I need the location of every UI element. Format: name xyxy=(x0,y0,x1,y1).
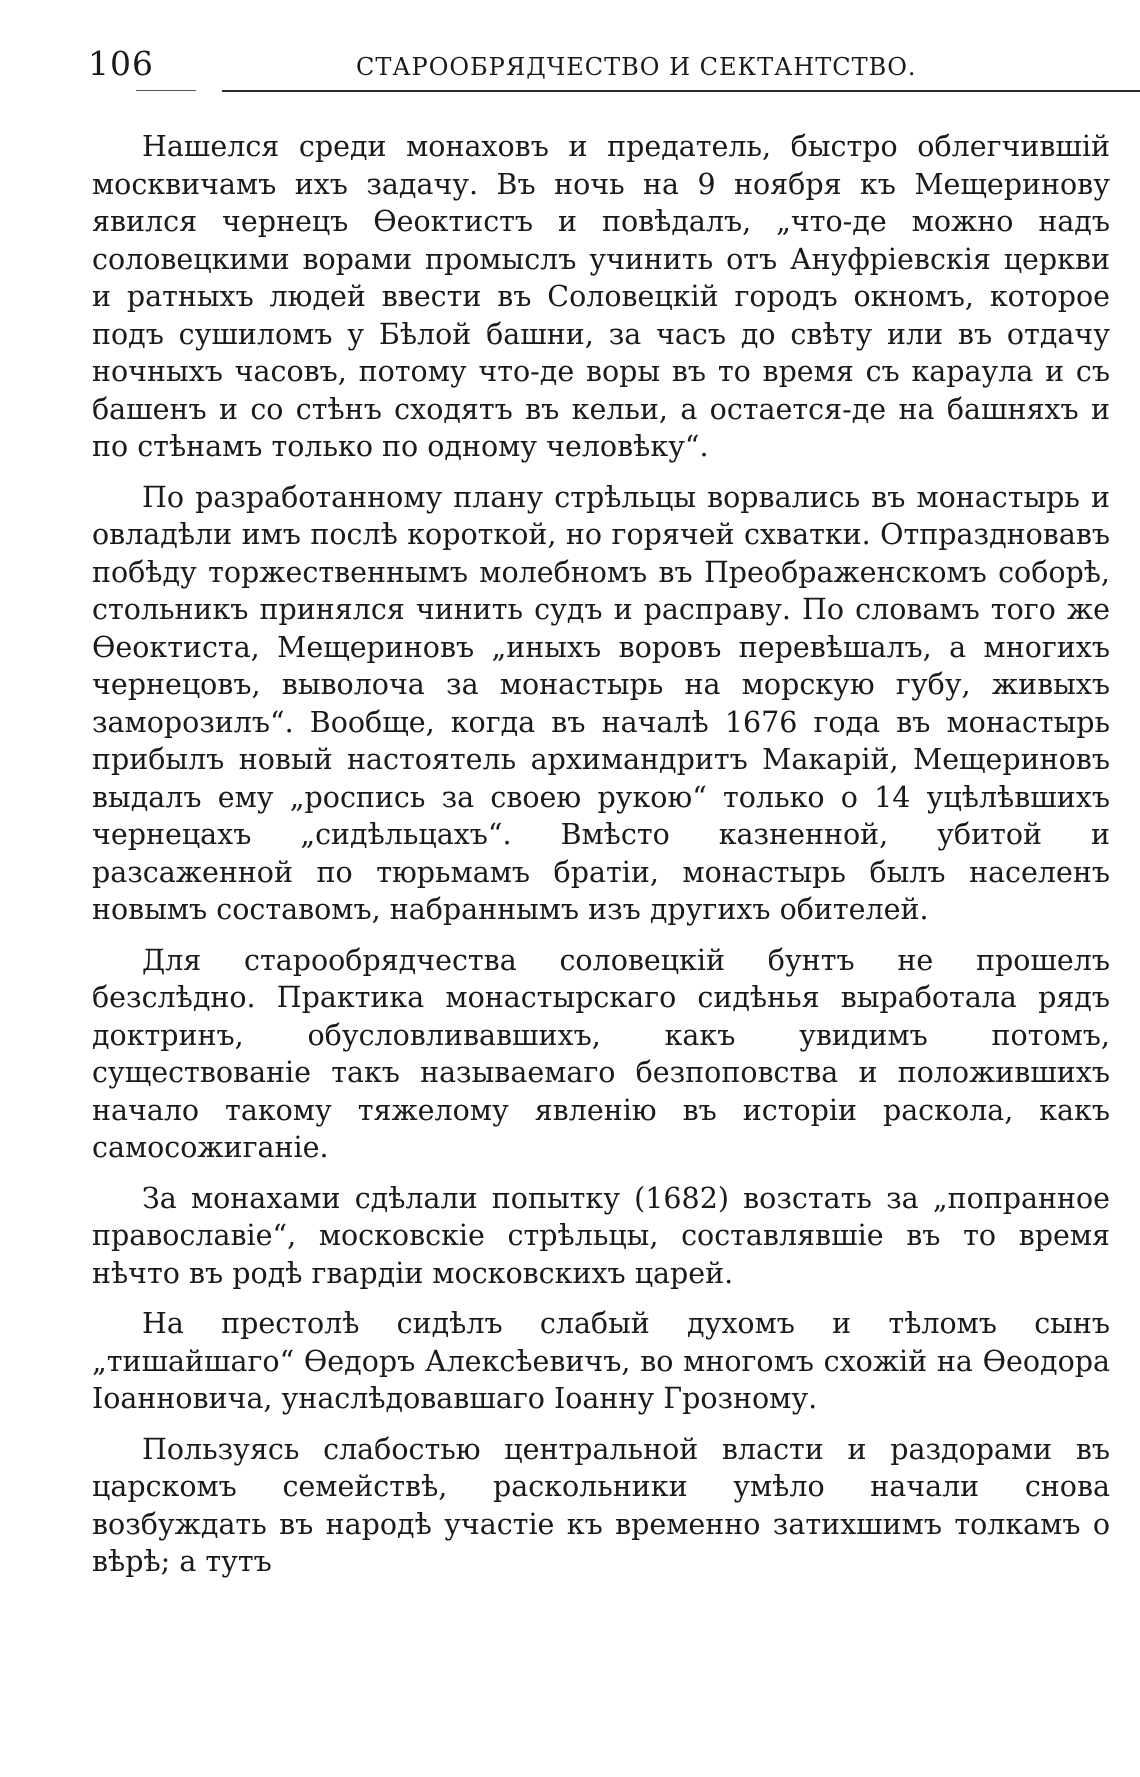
paragraph: На престолѣ сидѣлъ слабый духомъ и тѣломъ сынъ „тишайшаго“ Өедоръ Алексѣевичъ, во многомъ схожій на Өеодора Іоанновича, унаслѣдовавшаго Іоанну Грозному. xyxy=(92,1307,1110,1415)
paragraph: Нашелся среди монаховъ и предатель, быстро облегчившій москвичамъ ихъ задачу. Въ ночь на 9 ноября къ Мещеринову явился чернецъ Өеоктистъ и повѣдалъ, „что-де можно надъ соловецкими ворами промыслъ учинить отъ Ануфріевскія церкви и ратныхъ людей ввести въ Соловецкій городъ окномъ, которое подъ сушиломъ у Бѣлой башни, за часъ до свѣту или въ отдачу ночныхъ часовъ, потому что-де воры въ то время съ караула и съ башенъ и со стѣнъ сходятъ въ кельи, а остается-де на башняхъ и по стѣнамъ только по одному человѣку“. xyxy=(92,130,1110,463)
paragraph: По разработанному плану стрѣльцы ворвались въ монастырь и овладѣли имъ послѣ короткой, но горячей схватки. Отпраздновавъ побѣду торжественнымъ молебномъ въ Преображенскомъ соборѣ, стольникъ принялся чинить судъ и расправу. По словамъ того же Өеоктиста, Мещериновъ „иныхъ воровъ перевѣшалъ, а многихъ чернецовъ, выволоча за монастырь на морскую губу, живыхъ заморозилъ“. Вообще, когда въ началѣ 1676 года въ монастырь прибылъ новый настоятель архимандритъ Макарій, Мещериновъ выдалъ ему „роспись за своею рукою“ только о 14 уцѣлѣвшихъ чернецахъ „сидѣльцахъ“. Вмѣсто казненной, убитой и разсаженной по тюрьмамъ братіи, монастырь былъ населенъ новымъ составомъ, набраннымъ изъ другихъ обителей. xyxy=(92,480,1110,926)
body-text xyxy=(92,128,1110,1748)
paragraph: Для старообрядчества соловецкій бунтъ не прошелъ безслѣдно. Практика монастырскаго сидѣнья выработала рядъ доктринъ, обусловливавшихъ, какъ увидимъ потомъ, существованіе такъ называемаго безпоповства и положившихъ начало такому тяжелому явленію въ исторіи раскола, какъ самосожиганіе. xyxy=(92,943,1110,1164)
paragraph: За монахами сдѣлали попытку (1682) возстать за „попранное православіе“, московскіе стрѣльцы, составлявшіе въ то время нѣчто въ родѣ гвардіи московскихъ царей. xyxy=(92,1181,1110,1290)
header-rule-short xyxy=(136,90,196,91)
paragraph: Пользуясь слабостью центральной власти и раздорами въ царскомъ семействѣ, раскольники умѣло начали снова возбуждать въ народѣ участіе къ временно затихшимъ толкамъ о вѣрѣ; а тутъ xyxy=(92,1432,1110,1578)
running-header xyxy=(88,40,1110,90)
running-title: СТАРООБРЯДЧЕСТВО И СЕКТАНТСТВО. xyxy=(356,53,917,81)
page-number: 106 xyxy=(88,44,154,83)
header-rule xyxy=(222,90,1140,92)
